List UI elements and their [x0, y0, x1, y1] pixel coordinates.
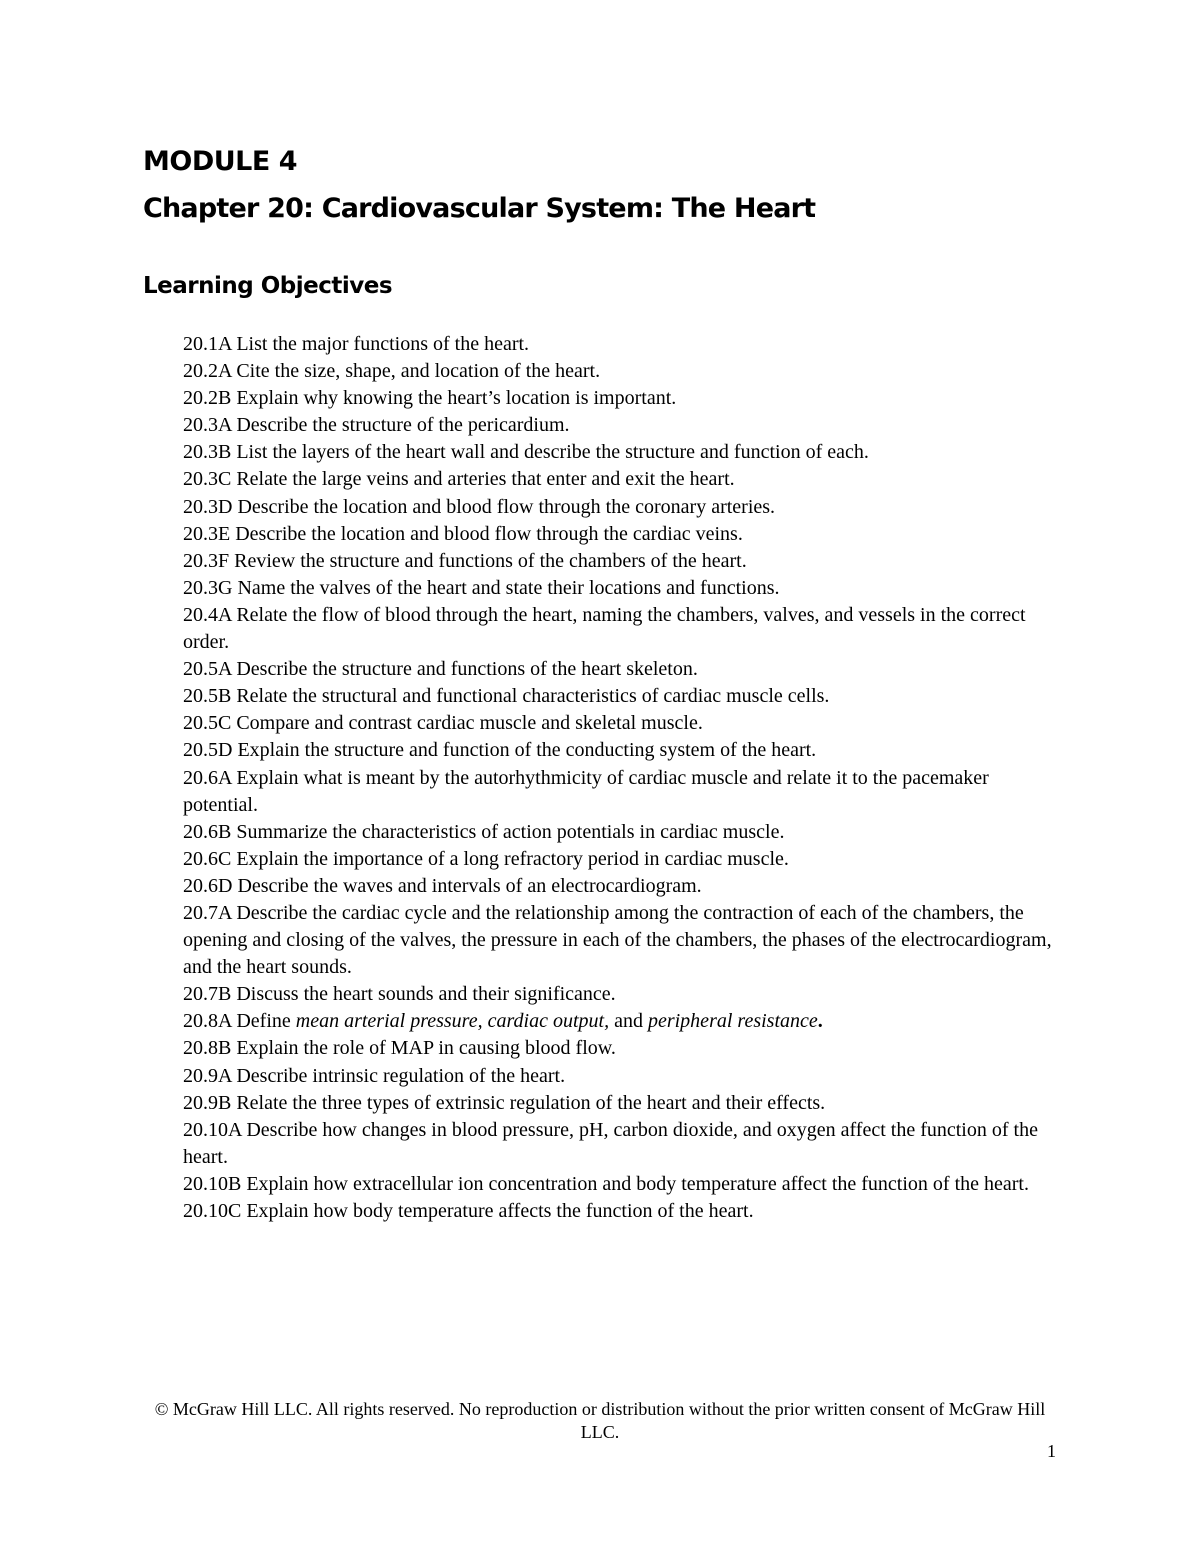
objective-item: 20.3C Relate the large veins and arteries that enter and exit the heart. — [183, 468, 735, 491]
objective-item: 20.7B Discuss the heart sounds and their significance. — [183, 983, 616, 1006]
objective-item: 20.3E Describe the location and blood flow through the cardiac veins. — [183, 522, 743, 545]
objective-8a-prefix: 20.8A Define — [183, 1010, 296, 1033]
objective-item: 20.10A Describe how changes in blood pressure, pH, carbon dioxide, and oxygen affect the function of the heart. — [183, 1118, 1038, 1168]
objective-item: 20.6A Explain what is meant by the autorhythmicity of cardiac muscle and relate it to the pacemaker potential. — [183, 766, 989, 816]
objective-item: 20.3G Name the valves of the heart and state their locations and functions. — [183, 576, 780, 599]
objective-item: 20.1A List the major functions of the heart. — [183, 333, 530, 355]
objective-item: 20.5C Compare and contrast cardiac muscle and skeletal muscle. — [183, 712, 703, 735]
objective-item: 20.6C Explain the importance of a long refractory period in cardiac muscle. — [183, 847, 789, 870]
objective-item: 20.8B Explain the role of MAP in causing blood flow. — [183, 1037, 616, 1060]
objective-item: 20.5D Explain the structure and function of the conducting system of the heart. — [183, 739, 817, 762]
objective-item: 20.2B Explain why knowing the heart’s location is important. — [183, 387, 677, 410]
objective-item: 20.2A Cite the size, shape, and location of the heart. — [183, 360, 601, 383]
objective-item: 20.3D Describe the location and blood flow through the coronary arteries. — [183, 495, 776, 518]
objective-item: 20.6B Summarize the characteristics of action potentials in cardiac muscle. — [183, 820, 785, 843]
objective-item: 20.5A Describe the structure and functions of the heart skeleton. — [183, 658, 698, 681]
objectives-list — [183, 331, 1063, 1225]
objective-item-8a — [183, 1008, 1063, 1035]
objective-item: 20.6D Describe the waves and intervals of an electrocardiogram. — [183, 874, 702, 897]
objective-item: 20.3A Describe the structure of the pericardium. — [183, 414, 570, 437]
section-heading: Learning Objectives — [143, 273, 393, 299]
objective-item: 20.7A Describe the cardiac cycle and the relationship among the contraction of each of the chambers, the opening and closing of the valves, the pressure in each of the chambers, the phases of the electrocardiogram, and the heart sounds. — [183, 901, 1052, 979]
objective-8a-middle: and — [609, 1010, 648, 1033]
copyright-footer: © McGraw Hill LLC. All rights reserved. No reproduction or distribution without the prior written consent of McGraw Hill LLC. — [154, 1399, 1046, 1442]
objective-item: 20.9B Relate the three types of extrinsic regulation of the heart and their effects. — [183, 1091, 826, 1114]
objective-item: 20.10B Explain how extracellular ion concentration and body temperature affect the function of the heart. — [183, 1172, 1029, 1195]
page-number: 1 — [1047, 1441, 1056, 1461]
module-heading: MODULE 4 — [143, 146, 297, 177]
objective-item: 20.4A Relate the flow of blood through the heart, naming the chambers, valves, and vessels in the correct order. — [183, 603, 1026, 654]
objective-item: 20.3F Review the structure and functions of the chambers of the heart. — [183, 549, 747, 572]
objective-item: 20.5B Relate the structural and functional characteristics of cardiac muscle cells. — [183, 685, 830, 708]
objective-8a-term2: peripheral resistance — [647, 1010, 818, 1033]
objective-item: 20.10C Explain how body temperature affects the function of the heart. — [183, 1200, 754, 1222]
objective-8a-term1: mean arterial pressure, cardiac output, — [295, 1010, 610, 1033]
objective-item: 20.3B List the layers of the heart wall and describe the structure and function of each. — [183, 441, 869, 464]
objective-item: 20.9A Describe intrinsic regulation of the heart. — [183, 1064, 566, 1087]
chapter-title: Chapter 20: Cardiovascular System: The Heart — [143, 193, 816, 224]
objective-8a-suffix: . — [817, 1010, 823, 1033]
